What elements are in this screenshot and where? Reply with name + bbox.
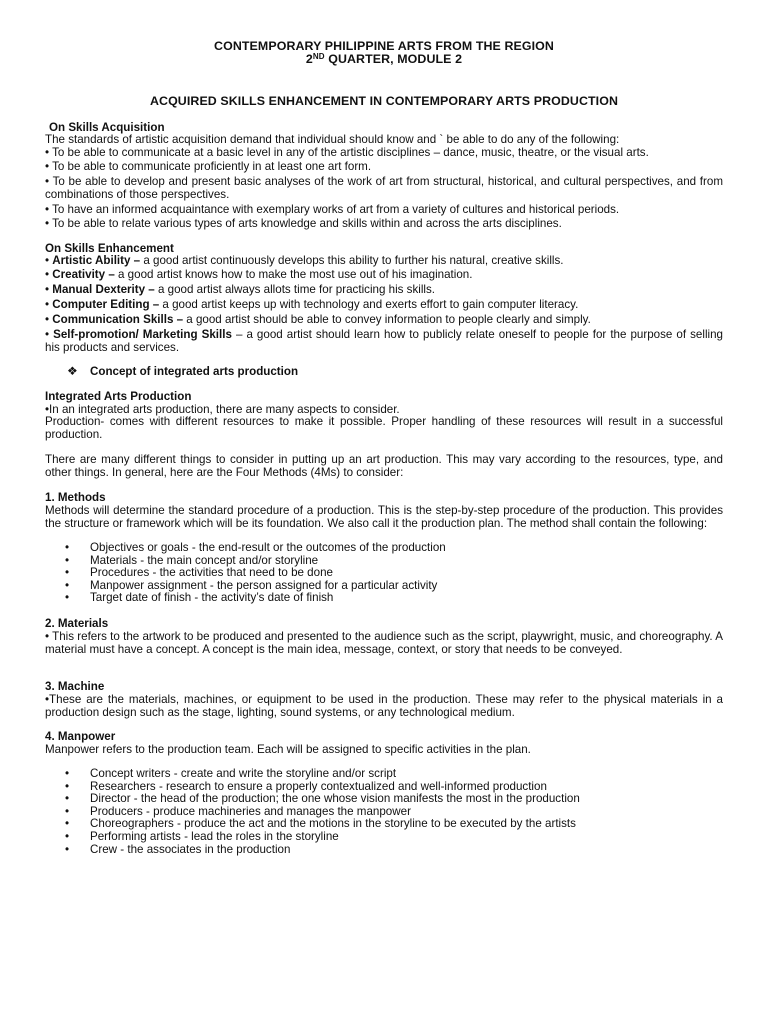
skill-term: Creativity – [52,268,115,281]
list-item: • Procedures - the activities that need to be done [65,567,725,580]
methods-paragraph: Methods will determine the standard procedure of a production. This is the step-by-step procedure of the production. This provides the structure or framework which will be its foundation. We also call it the production plan. The method shall contain the following: [45,504,723,530]
document-title-line1: CONTEMPORARY PHILIPPINE ARTS FROM THE REGION [214,39,554,53]
list-item: • Materials - the main concept and/or storyline [65,555,725,568]
enhancement-item [45,268,723,281]
quarter-number: 2 [305,52,313,66]
acquisition-item: • To be able to communicate at a basic level in any of the artistic disciplines – dance, music, theatre, or the visual arts. [45,146,649,159]
list-item: • Performing artists - lead the roles in the storyline [65,831,725,844]
quarter-module: QUARTER, MODULE 2 [324,52,463,66]
machine-paragraph: •These are the materials, machines, or equipment to be used in the production. These may refer to the physical materials in a production design such as the stage, lighting, sound systems, or any technological medium. [45,693,723,719]
acquisition-heading: On Skills Acquisition [49,121,165,134]
list-item: • Manpower assignment - the person assigned for a particular activity [65,580,725,593]
manpower-paragraph: Manpower refers to the production team. Each will be assigned to specific activities in the plan. [45,743,531,756]
bullet: • [45,268,53,281]
document-title-line2 [0,53,768,66]
skill-term: Self-promotion/ Marketing Skills [53,328,232,341]
machine-heading: 3. Machine [45,680,105,693]
skill-description: a good artist should be able to convey information to people clearly and simply. [183,313,591,326]
list-item: • Choreographers - produce the act and the motions in the storyline to be executed by the artists [65,818,725,831]
integrated-heading: Integrated Arts Production [45,390,192,403]
methods-heading: 1. Methods [45,491,106,504]
bullet: • [45,313,53,326]
skill-term: Artistic Ability – [52,254,141,267]
skill-description: a good artist continuously develops this ability to further his natural, creative skills. [140,254,564,267]
enhancement-item [45,328,723,354]
bullet: • [45,328,54,341]
enhancement-heading: On Skills Enhancement [45,242,174,255]
manpower-list [65,768,725,856]
acquisition-intro: The standards of artistic acquisition demand that individual should know and ` be able to do any of the following: [45,133,620,146]
list-item: • Concept writers - create and write the storyline and/or script [65,768,725,781]
enhancement-item [45,283,723,296]
main-title: ACQUIRED SKILLS ENHANCEMENT IN CONTEMPORARY ARTS PRODUCTION [149,94,619,108]
list-item: • Director - the head of the production; the one whose vision manifests the most in the production [65,793,725,806]
quarter-suffix: ND [312,52,325,61]
skill-term: Communication Skills – [52,313,184,326]
acquisition-item: • To be able to communicate proficiently in at least one art form. [45,160,372,173]
list-item: • Researchers - research to ensure a properly contextualized and well-informed production [65,781,725,794]
skill-description: a good artist keeps up with technology and exerts effort to gain computer literacy. [159,298,579,311]
manpower-heading: 4. Manpower [45,730,116,743]
acquisition-item: • To be able to develop and present basic analyses of the work of art from structural, historical, and cultural perspectives, and from combinations of those perspectives. [45,175,723,201]
skill-term: Computer Editing – [52,298,160,311]
enhancement-item [45,313,723,326]
list-item: • Target date of finish - the activity’s date of finish [65,592,725,605]
methods-list [65,542,725,605]
acquisition-item: • To be able to relate various types of arts knowledge and skills within and across the arts disciplines. [45,217,562,230]
skill-term: Manual Dexterity – [52,283,155,296]
materials-paragraph: • This refers to the artwork to be produced and presented to the audience such as the script, playwright, music, and choreography. A material must have a concept. A concept is the main idea, message, context, or story that needs to be conveyed. [45,630,723,656]
enhancement-item [45,298,723,311]
bullet: • [45,298,53,311]
integrated-paragraph: Production- comes with different resources to make it possible. Proper handling of these resources will result in a successful production. [45,415,723,441]
list-item: • Crew - the associates in the production [65,844,725,857]
diamond-bullet-icon: ❖ [67,364,78,378]
concept-heading: Concept of integrated arts production [90,365,299,378]
integrated-paragraph: There are many different things to consider in putting up an art production. This may vary according to the resources, type, and other things. In general, here are the Four Methods (4Ms) to consider: [45,453,723,479]
list-item: • Objectives or goals - the end-result or the outcomes of the production [65,542,725,555]
integrated-line: •In an integrated arts production, there are many aspects to consider. [45,403,400,416]
skill-description: – a good artist should learn how to publicly relate oneself to people for the purpose of selling his products and services. [45,328,723,354]
skill-description: a good artist always allots time for practicing his skills. [154,283,436,296]
bullet: • [45,254,53,267]
bullet: • [45,283,53,296]
skill-description: a good artist knows how to make the most use out of his imagination. [114,268,473,281]
materials-heading: 2. Materials [45,617,109,630]
enhancement-item [45,254,723,267]
acquisition-item: • To have an informed acquaintance with exemplary works of art from a variety of cultures and historical periods. [45,203,620,216]
list-item: • Producers - produce machineries and manages the manpower [65,806,725,819]
